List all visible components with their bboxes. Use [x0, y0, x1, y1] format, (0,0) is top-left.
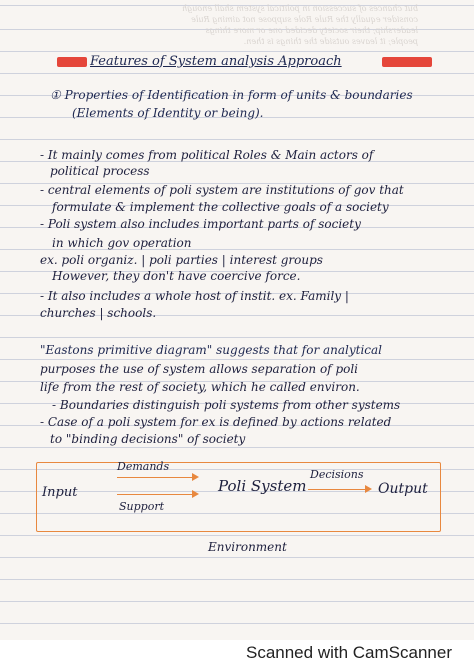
- decisions-arrow: [308, 489, 370, 490]
- diagram-demands-label: Demands: [117, 460, 170, 473]
- note-line: - Case of a poli system for ex is defined by actions related: [40, 415, 392, 429]
- note-line: ex. poli organiz. | poli parties | interest groups: [40, 253, 323, 267]
- support-arrow: [117, 494, 197, 495]
- diagram-decisions-label: Decisions: [310, 468, 364, 481]
- title-highlight-right: [382, 57, 432, 67]
- note-line: political process: [50, 164, 150, 178]
- note-line: - It mainly comes from political Roles & Main actors of: [40, 148, 374, 162]
- title-highlight-left: [57, 57, 87, 67]
- page-title: Features of System analysis Approach: [90, 54, 342, 69]
- note-line: in which gov operation: [52, 236, 192, 250]
- note-line: - Boundaries distinguish poli systems from other systems: [52, 398, 401, 412]
- note-line: "Eastons primitive diagram" suggests that for analytical: [40, 343, 383, 357]
- note-line: - central elements of poli system are institutions of gov that: [40, 183, 404, 197]
- diagram-support-label: Support: [119, 500, 165, 513]
- section1-heading-2: (Elements of Identity or being).: [72, 106, 264, 120]
- diagram-input-label: Input: [42, 485, 78, 500]
- note-line: churches | schools.: [40, 306, 157, 320]
- demands-arrow: [117, 477, 197, 478]
- bleed-through-text: but chances of succession in political system shall enough consider equally the Rule Role suppose not aiming Rule leadership; their society decided one or more things people; it leaves outside the things is then.: [181, 4, 418, 46]
- diagram-system-label: Poli System: [218, 477, 307, 495]
- diagram-output-label: Output: [378, 481, 428, 497]
- note-line: purposes the use of system allows separation of poli: [40, 362, 359, 376]
- note-line: formulate & implement the collective goals of a society: [52, 200, 389, 214]
- scanner-watermark: Scanned with CamScanner: [245, 643, 452, 662]
- system-boundary-box: [36, 462, 441, 532]
- section1-heading: ① Properties of Identification in form of units & boundaries: [50, 88, 413, 102]
- note-line: - Poli system also includes important parts of society: [40, 217, 361, 231]
- note-line: life from the rest of society, which he called environ.: [40, 380, 360, 394]
- diagram-environment-label: Environment: [208, 540, 287, 554]
- note-line: to "binding decisions" of society: [50, 432, 246, 446]
- note-line: - It also includes a whole host of instit. ex. Family |: [40, 289, 349, 303]
- note-line: However, they don't have coercive force.: [52, 269, 301, 283]
